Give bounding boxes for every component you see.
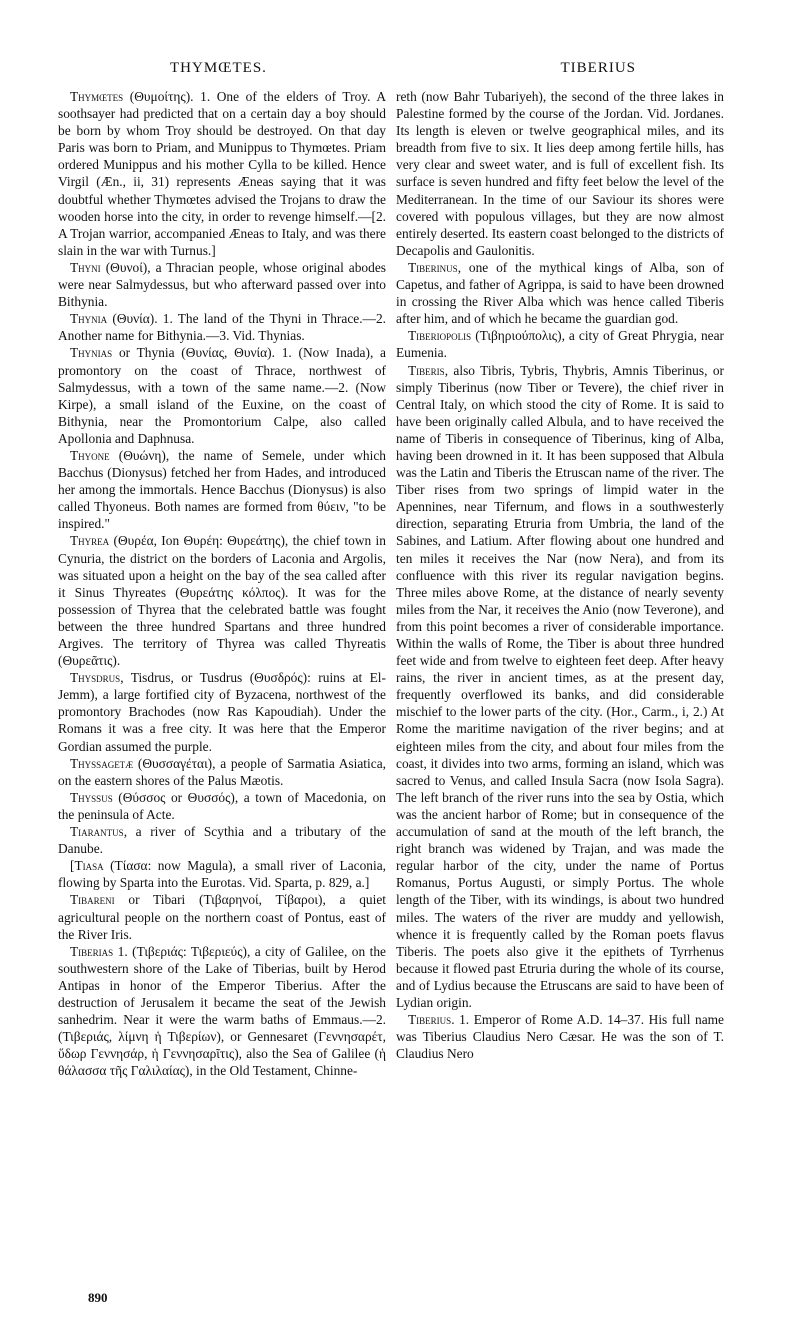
entry-tiberiopolis (396, 327, 724, 361)
headword: Thymœtes (70, 89, 124, 104)
entry-text: , Tisdrus, or Tusdrus (Θυσδρός): ruins at El-Jemm), a large fortified city of Byzacena, northwest of the promontory Brachodes (now Ras Kapoudiah). Under the Romans it was a free city. It was here that the Emperor Gordian assumed the purple. (58, 670, 386, 754)
entry-text: or Tibari (Τιβαρηνοί, Τίβαροι), a quiet agricultural people on the northern coast of Pontus, east of the River Iris. (58, 892, 386, 942)
headword: [Tiasa (70, 858, 104, 874)
entry-thynias (58, 344, 386, 447)
headword: Tiberiopolis (408, 328, 472, 344)
entry-tiberinus (396, 259, 724, 327)
entry-text: (Θύσσος or Θυσσός), a town of Macedonia, on the peninsula of Acte. (58, 789, 386, 822)
running-head-right: TIBERIUS (560, 60, 636, 76)
entry-text: , one of the mythical kings of Alba, son of Capetus, and father of Agrippa, is said to have been drowned in crossing the River Alba which was hence called Tiberis after him, and of which he became the guardian god. (396, 259, 724, 327)
headword: Tibareni (70, 892, 115, 908)
headword: Tiberis (408, 362, 445, 378)
right-column (396, 88, 724, 1062)
headword: Thynia (70, 311, 108, 327)
left-column (58, 88, 386, 1079)
entry-text: 1. (Τιβεριάς: Τιβεριεύς), a city of Galilee, on the southwestern shore of the Lake of Tiberias, built by Herod Antipas in honor of the Emperor Tiberius. After the destruction of Jerusalem it became the seat of the Jewish sanhedrim. Near it were the warm baths of Emmaus.—2. (Τιβεριάς, λίμνη ἡ Τιβερίων), or Gennesaret (Γεννησαρέτ, ὕδωρ Γεννησάρ, ἡ Γεννησαρῖτις), also the Sea of Galilee (ἡ θάλασσα τῆς Γαλιλαίας), in the Old Testament, Chinne- (58, 943, 386, 1079)
headword: Tiberius (408, 1012, 452, 1028)
entry-text: (Θυμοίτης). 1. One of the elders of Troy. A soothsayer had predicted that on a certain day a boy should be born by whom Troy should be destroyed. On that day Paris was born to Priam, and Munippus to Thymœtes. Priam ordered Munippus and his mother Cylla to be killed. Hence Virgil (Æn., ii, 31) represents Æneas saying that it was doubtful whether Thymœtes advised the Trojans to draw the wooden horse into the city, in order to revenge himself.—[2. A Trojan warrior, accompanied Æneas to Italy, and was there slain in the war with Turnus.] (58, 89, 386, 258)
entry-thyssus (58, 789, 386, 823)
entry-thysdrus (58, 669, 386, 754)
headword: Thyrea (70, 533, 110, 549)
entry-text: . 1. Emperor of Rome A.D. 14–37. His full name was Tiberius Claudius Nero Cæsar. He was the son of T. Claudius Nero (396, 1012, 724, 1062)
entry-text: (Τίασα: now Magula), a small river of Laconia, flowing by Sparta into the Eurotas. Vid. Sparta, p. 829, a.] (58, 858, 386, 891)
entry-text: or Thynia (Θυνίας, Θυνία). 1. (Now Inada), a promontory on the coast of Thrace, northwest of Salmydessus, with a town of the same name.—2. (Now Kirpe), a small island of the Euxine, on the coast of Bithynia, near the Promontorium Calpe, also called Apollonia and Daphnusa. (58, 345, 386, 446)
entry-text: (Θυνία). 1. The land of the Thyni in Thrace.—2. Another name for Bithynia.—3. Vid. Thynias. (58, 311, 386, 344)
headword: Thyni (70, 259, 101, 275)
entry-text: , also Tibris, Tybris, Thybris, Amnis Tiberinus, or simply Tiberinus (now Tiber or Tevere), the chief river in Central Italy, on which stood the city of Rome. It is said to have been originally called Albula, and to have received the name of Tiberis in consequence of Tiberinus, king of Alba, having been drowned in it. It has been supposed that Albula was the Latin and Tiberis the Etruscan name of the river. The Tiber rises from two springs of limpid water in the Apennines, near Tifernum, and flows in a southwesterly direction, separating Etruria from Umbria, the land of the Sabines, and Latium. After flowing about one hundred and ten miles it receives the Nar (now Nera), and from its confluence with this river its regular navigation begins. Three miles above Rome, at the distance of nearly seventy miles from the Nar, it receives the Anio (now Teverone), and from this point becomes a river of considerable importance. Within the walls of Rome, the Tiber is about three hundred feet wide and from twelve to eighteen feet deep. After heavy rains, the river in ancient times, as at the present day, frequently overflowed its banks, and did considerable mischief to the lower parts of the city. (Hor., Carm., i, 2.) At Rome the maritime navigation of the river begins; and at eighteen miles from the city, and about four miles from the coast, it divides into two arms, forming an island, which was sacred to Venus, and called Insula Sacra (now Isola Sagra). The left branch of the river runs into the sea by Ostia, which was the ancient harbor of Rome; but in consequence of the accumulation of sand at the mouth of the left branch, the right branch was widened by Trajan, and was made the regular harbor of the city, under the name of Portus Romanus, Portus Augusti, or simply Portus. The whole length of the Tiber, with its windings, is about two hundred miles. The waters of the river are muddy and yellowish, whence it is frequently called by the Roman poets flavus Tiberis. The poets also give it the epithets of Tyrrhenus because it flowed past Etruria during the whole of its course, and of Lydius because the Etruscans are said to have been of Lydian origin. (396, 362, 724, 1010)
entry-continuation (396, 88, 724, 259)
entry-thymoetes (58, 88, 386, 259)
headword: Tiarantus (70, 824, 124, 840)
entry-text: (Τιβηριούπολις), a city of Great Phrygia, near Eumenia. (396, 328, 724, 361)
entry-thyssagetae (58, 755, 386, 789)
page-number: 890 (88, 1290, 108, 1305)
entry-tiberis (396, 362, 724, 1012)
headword: Thynias (70, 345, 113, 361)
headword: Thyssus (70, 789, 113, 805)
entry-text: (Θυρέα, Ion Θυρέη: Θυρεάτης), the chief town in Cynuria, the district on the borders of Laconia and Argolis, was situated upon a height on the bay of the sea called after it Sinus Thyreates (Θυρεάτης κόλπος). It was for the possession of Thyrea that the celebrated battle was fought between the three hundred Spartans and three hundred Argives. The territory of Thyrea was called Thyreatis (Θυρεᾶτις). (58, 533, 386, 669)
headword: Tiberias (70, 943, 114, 959)
entry-tiasa (58, 857, 386, 891)
headword: Tiberinus (408, 259, 458, 275)
entry-text: , a river of Scythia and a tributary of the Danube. (58, 824, 386, 857)
entry-text: (Θυνοί), a Thracian people, whose original abodes were near Salmydessus, but who afterward passed over into Bithynia. (58, 259, 386, 310)
entry-text: reth (now Bahr Tubariyeh), the second of the three lakes in Palestine formed by the course of the Jordan. Vid. Jordanes. Its length is eleven or twelve geographical miles, and its breadth from five to six. It lies deep among fertile hills, has very clear and sweet water, and is full of excellent fish. Its surface is seven hundred and fifty feet below the level of the Mediterranean. In the time of our Saviour its shores were covered with populous villages, but they are now almost entirely deserted. Its eastern coast belonged to the districts of Decapolis and Gaulonitis. (396, 89, 724, 258)
entry-text: (Θυώνη), the name of Semele, under which Bacchus (Dionysus) fetched her from Hades, and introduced her among the immortals. Hence Bacchus (Dionysus) is also called Thyoneus. Both names are formed from θύειν, "to be inspired." (58, 447, 386, 532)
entry-tiberias (58, 943, 386, 1080)
entry-thyone (58, 447, 386, 532)
entry-tibareni (58, 891, 386, 942)
running-head (60, 60, 740, 80)
headword: Thyone (70, 447, 110, 463)
entry-thynia (58, 310, 386, 344)
running-head-left: THYMŒTES. (170, 60, 267, 76)
entry-thyrea (58, 532, 386, 669)
entry-tiberius (396, 1011, 724, 1062)
entry-thyni (58, 259, 386, 310)
entry-text: (Θυσσαγέται), a people of Sarmatia Asiatica, on the eastern shores of the Palus Mæotis. (58, 755, 386, 788)
headword: Thysdrus (70, 670, 121, 686)
entry-tiarantus (58, 823, 386, 857)
headword: Thyssagetæ (70, 755, 134, 771)
